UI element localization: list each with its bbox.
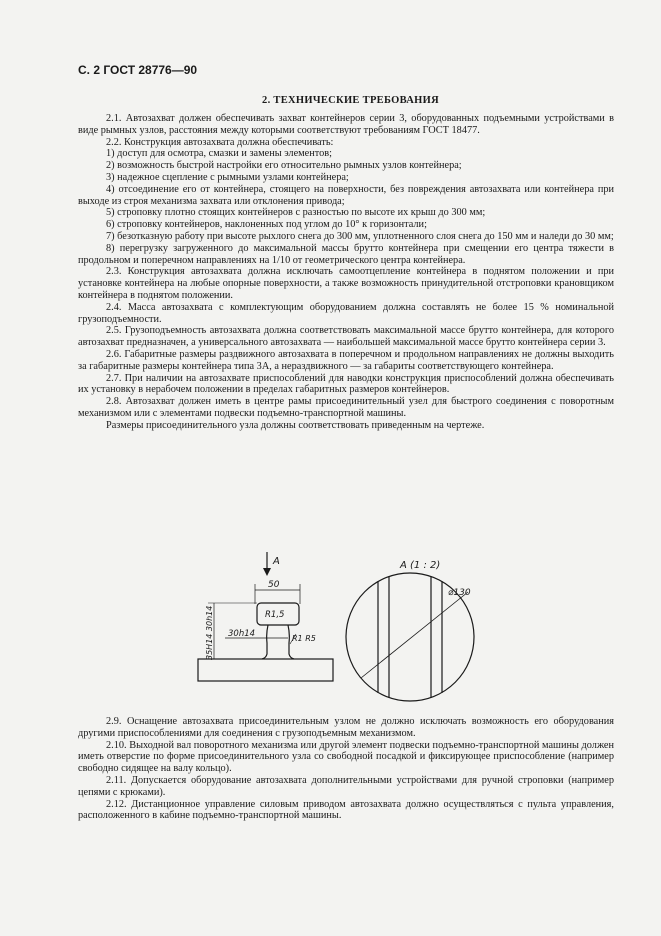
para-2-2: 2.2. Конструкция автозахвата должна обеспечивать: — [106, 136, 334, 148]
page-header: С. 2 ГОСТ 28776—90 — [78, 63, 198, 77]
view-label: А (1 : 2) — [400, 560, 441, 571]
para-2-3: 2.3. Конструкция автозахвата должна исключать самоотцепление контейнера в поднятом положении и при установке контейнера на любые опорные поверхности, а также возможность принудительной отстроповки крановщиком контейнера в поднятом положении. — [78, 266, 614, 301]
base-plate — [198, 659, 333, 681]
requirements-bottom — [78, 716, 614, 822]
para-2-8: 2.8. Автозахват должен иметь в центре рамы присоединительный узел для быстрого соединения с поворотным механизмом или с элементами подвески подъемно-транспортной машины. — [78, 396, 614, 419]
dim-diameter: ⌀130 — [448, 588, 471, 598]
item-1: 1) доступ для осмотра, смазки и замены элементов; — [106, 148, 332, 160]
dim-radius-bottom: R1 R5 — [292, 634, 316, 643]
para-2-10: 2.10. Выходной вал поворотного механизма или другой элемент подвески подъемно-транспортной машины должен иметь отверстие по форме присоединительного узла со свободной посадкой и фиксирующее приспособление (например свободно сидящее на валу кольцо). — [78, 739, 614, 775]
para-drawing-ref: Размеры присоединительного узла должны соответствовать приведенным на чертеже. — [106, 419, 485, 431]
item-6: 6) строповку контейнеров, наклоненных под углом до 10° к горизонтали; — [106, 219, 427, 231]
item-8: 8) перегрузку загруженного до максимальной массы брутто контейнера при смещении его центра тяжести в продольном и поперечном направлениях на 1/10 от геометрического центра контейнера. — [78, 242, 614, 266]
dim-width: 50 — [268, 580, 280, 590]
para-2-12: 2.12. Дистанционное управление силовым приводом автозахвата должно осуществляться с пульта управления, расположенного в кабине подъемно-транспортной машины. — [78, 798, 614, 822]
para-2-5: 2.5. Грузоподъемность автозахвата должна соответствовать максимальной массе брутто контейнера, для которого автозахват предназначен, а универсального автозахвата — наибольшей максимальной массе брутто контейнера серии 3. — [78, 325, 614, 349]
section-title: 2. ТЕХНИЧЕСКИЕ ТРЕБОВАНИЯ — [262, 95, 439, 106]
para-2-4: 2.4. Масса автозахвата с комплектующим оборудованием должна составлять не более 15 % номинальной грузоподъемности. — [78, 301, 614, 325]
item-2: 2) возможность быстрой настройки его относительно рымных узлов контейнера; — [106, 160, 462, 172]
para-2-1: 2.1. Автозахват должен обеспечивать захват контейнеров серии 3, оборудованных подъемными устройствами в виде рымных узлов, расстояния между которыми соответствуют требованиям ГОСТ 18477. — [78, 113, 614, 136]
diameter-line — [361, 592, 468, 678]
para-2-7: 2.7. При наличии на автозахвате приспособлений для наводки конструкция приспособлений должна обеспечивать их установку в нерабочем положении в пределах габаритных размеров контейнеров. — [78, 372, 614, 396]
item-4: 4) отсоединение его от контейнера, стоящего на поверхности, без повреждения автозахвата или контейнера при выходе из строя механизма захвата или отклонения привода; — [78, 183, 614, 207]
dim-height: 35H14 30h14 — [205, 605, 214, 660]
arrow-label: А — [273, 556, 280, 567]
node-neck — [262, 625, 294, 659]
item-3: 3) надежное сцепление с рымными узлами контейнера; — [106, 171, 349, 183]
dim-radius-top: R1,5 — [265, 610, 285, 620]
item-7: 7) безотказную работу при высоте рыхлого снега до 300 мм, уплотненного слоя снега до 150 мм и наледи до 30 мм; — [106, 230, 614, 242]
para-2-6: 2.6. Габаритные размеры раздвижного автозахвата в поперечном и продольном направлениях не должны выходить за габаритные размеры контейнера типа 3А, а нераздвижного — за габариты соответствующего контейнера. — [78, 348, 614, 372]
item-5: 5) строповку плотно стоящих контейнеров с разностью по высоте их крыш до 300 мм; — [106, 207, 486, 219]
dim-neck: 30h14 — [228, 629, 256, 639]
para-2-11: 2.11. Допускается оборудование автозахвата дополнительными устройствами для ручной строповки (например цепями с крюками). — [78, 774, 614, 798]
connection-node-drawing — [180, 548, 490, 708]
para-2-9: 2.9. Оснащение автозахвата присоединительным узлом не должно исключать возможность его оборудования другими приспособлениями для соединения с грузоподъемным механизмом. — [78, 716, 614, 739]
requirements-top — [78, 113, 614, 432]
view-arrowhead — [263, 568, 271, 576]
